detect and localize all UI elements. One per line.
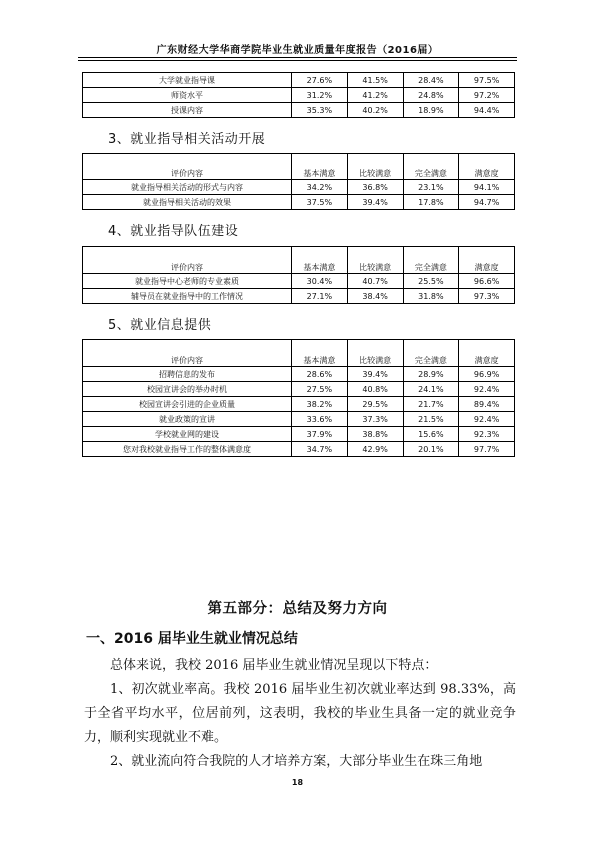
basic-satisfied-cell: 37.5% [292, 195, 348, 210]
table-row [83, 73, 515, 88]
satisfaction-rate-cell: 97.5% [459, 73, 515, 88]
satisfaction-rate-cell: 92.3% [459, 427, 515, 442]
column-header-satisfaction: 满意度 [459, 154, 515, 180]
relatively-satisfied-cell: 37.3% [347, 412, 403, 427]
evaluation-item-cell: 校园宣讲会的举办时机 [83, 382, 292, 397]
column-header-complete: 完全满意 [403, 340, 459, 367]
table-header-row [83, 154, 515, 180]
table-row [83, 103, 515, 118]
satisfaction-rate-cell: 96.9% [459, 367, 515, 382]
table-row [83, 180, 515, 195]
paragraph-intro: 总体来说，我校 2016 届毕业生就业情况呈现以下特点： [110, 658, 438, 673]
basic-satisfied-cell: 34.2% [292, 180, 348, 195]
column-header-satisfaction: 满意度 [459, 340, 515, 367]
column-header-relative: 比较满意 [347, 340, 403, 367]
evaluation-item-cell: 就业政策的宣讲 [83, 412, 292, 427]
paragraph-employment-rate: 1、初次就业率高。我校 2016 届毕业生初次就业率达到 98.33%，高于全省平均水平，位居前列，这表明，我校的毕业生具备一定的就业竞争力，顺利实现就业不难。 [84, 682, 516, 745]
section-heading-staff: 4、就业指导队伍建设 [108, 224, 239, 239]
basic-satisfied-cell: 38.2% [292, 397, 348, 412]
fully-satisfied-cell: 17.8% [403, 195, 459, 210]
table-row [83, 367, 515, 382]
relatively-satisfied-cell: 39.4% [347, 195, 403, 210]
header-rule-thin [78, 60, 517, 61]
basic-satisfied-cell: 35.3% [292, 103, 348, 118]
basic-satisfied-cell: 27.1% [292, 289, 348, 304]
evaluation-item-cell: 校园宣讲会引进的企业质量 [83, 397, 292, 412]
relatively-satisfied-cell: 29.5% [347, 397, 403, 412]
table-row [83, 88, 515, 103]
relatively-satisfied-cell: 40.8% [347, 382, 403, 397]
evaluation-item-cell: 师资水平 [83, 88, 292, 103]
evaluation-item-cell: 招聘信息的发布 [83, 367, 292, 382]
part-title: 第五部分：总结及努力方向 [207, 601, 388, 617]
table-row [83, 195, 515, 210]
column-header-item: 评价内容 [83, 340, 292, 367]
basic-satisfied-cell: 37.9% [292, 427, 348, 442]
relatively-satisfied-cell: 42.9% [347, 442, 403, 457]
evaluation-item-cell: 辅导员在就业指导中的工作情况 [83, 289, 292, 304]
satisfaction-rate-cell: 92.4% [459, 412, 515, 427]
fully-satisfied-cell: 21.7% [403, 397, 459, 412]
satisfaction-rate-cell: 92.4% [459, 382, 515, 397]
relatively-satisfied-cell: 38.4% [347, 289, 403, 304]
page-header-title: 广东财经大学华商学院毕业生就业质量年度报告（2016届） [156, 45, 439, 56]
fully-satisfied-cell: 24.1% [403, 382, 459, 397]
fully-satisfied-cell: 25.5% [403, 274, 459, 289]
table-row [83, 274, 515, 289]
column-header-basic: 基本满意 [292, 340, 348, 367]
relatively-satisfied-cell: 40.2% [347, 103, 403, 118]
fully-satisfied-cell: 28.9% [403, 367, 459, 382]
section-heading-activities: 3、就业指导相关活动开展 [108, 132, 266, 147]
evaluation-item-cell: 就业指导相关活动的效果 [83, 195, 292, 210]
column-header-relative: 比较满意 [347, 154, 403, 180]
evaluation-item-cell: 大学就业指导课 [83, 73, 292, 88]
page-number: 18 [291, 778, 304, 787]
satisfaction-rate-cell: 94.7% [459, 195, 515, 210]
column-header-basic: 基本满意 [292, 247, 348, 274]
section-heading-information: 5、就业信息提供 [108, 318, 212, 333]
header-rule [78, 57, 517, 58]
evaluation-item-cell: 授课内容 [83, 103, 292, 118]
teaching-evaluation-table [82, 72, 515, 118]
table-row [83, 382, 515, 397]
column-header-complete: 完全满意 [403, 154, 459, 180]
column-header-complete: 完全满意 [403, 247, 459, 274]
table-row [83, 412, 515, 427]
relatively-satisfied-cell: 41.2% [347, 88, 403, 103]
basic-satisfied-cell: 30.4% [292, 274, 348, 289]
basic-satisfied-cell: 27.6% [292, 73, 348, 88]
column-header-item: 评价内容 [83, 154, 292, 180]
satisfaction-rate-cell: 94.1% [459, 180, 515, 195]
fully-satisfied-cell: 21.5% [403, 412, 459, 427]
information-evaluation-table [82, 339, 515, 457]
basic-satisfied-cell: 27.5% [292, 382, 348, 397]
basic-satisfied-cell: 28.6% [292, 367, 348, 382]
column-header-relative: 比较满意 [347, 247, 403, 274]
fully-satisfied-cell: 18.9% [403, 103, 459, 118]
relatively-satisfied-cell: 41.5% [347, 73, 403, 88]
fully-satisfied-cell: 28.4% [403, 73, 459, 88]
satisfaction-rate-cell: 97.7% [459, 442, 515, 457]
relatively-satisfied-cell: 39.4% [347, 367, 403, 382]
column-header-satisfaction: 满意度 [459, 247, 515, 274]
table-header-row [83, 247, 515, 274]
evaluation-item-cell: 就业指导中心老师的专业素质 [83, 274, 292, 289]
satisfaction-rate-cell: 96.6% [459, 274, 515, 289]
table-row [83, 427, 515, 442]
paragraph-employment-flow: 2、就业流向符合我院的人才培养方案，大部分毕业生在珠三角地 [110, 754, 483, 769]
relatively-satisfied-cell: 36.8% [347, 180, 403, 195]
fully-satisfied-cell: 20.1% [403, 442, 459, 457]
section-title: 一、2016 届毕业生就业情况总结 [86, 631, 298, 647]
satisfaction-rate-cell: 97.2% [459, 88, 515, 103]
table-row [83, 289, 515, 304]
fully-satisfied-cell: 23.1% [403, 180, 459, 195]
relatively-satisfied-cell: 38.8% [347, 427, 403, 442]
basic-satisfied-cell: 31.2% [292, 88, 348, 103]
table-row [83, 397, 515, 412]
evaluation-item-cell: 就业指导相关活动的形式与内容 [83, 180, 292, 195]
table-row [83, 442, 515, 457]
fully-satisfied-cell: 15.6% [403, 427, 459, 442]
column-header-basic: 基本满意 [292, 154, 348, 180]
column-header-item: 评价内容 [83, 247, 292, 274]
evaluation-item-cell: 学校就业网的建设 [83, 427, 292, 442]
evaluation-item-cell: 您对我校就业指导工作的整体满意度 [83, 442, 292, 457]
satisfaction-rate-cell: 89.4% [459, 397, 515, 412]
basic-satisfied-cell: 33.6% [292, 412, 348, 427]
activities-evaluation-table [82, 153, 515, 210]
fully-satisfied-cell: 31.8% [403, 289, 459, 304]
satisfaction-rate-cell: 97.3% [459, 289, 515, 304]
relatively-satisfied-cell: 40.7% [347, 274, 403, 289]
table-header-row [83, 340, 515, 367]
fully-satisfied-cell: 24.8% [403, 88, 459, 103]
satisfaction-rate-cell: 94.4% [459, 103, 515, 118]
basic-satisfied-cell: 34.7% [292, 442, 348, 457]
staff-evaluation-table [82, 246, 515, 304]
